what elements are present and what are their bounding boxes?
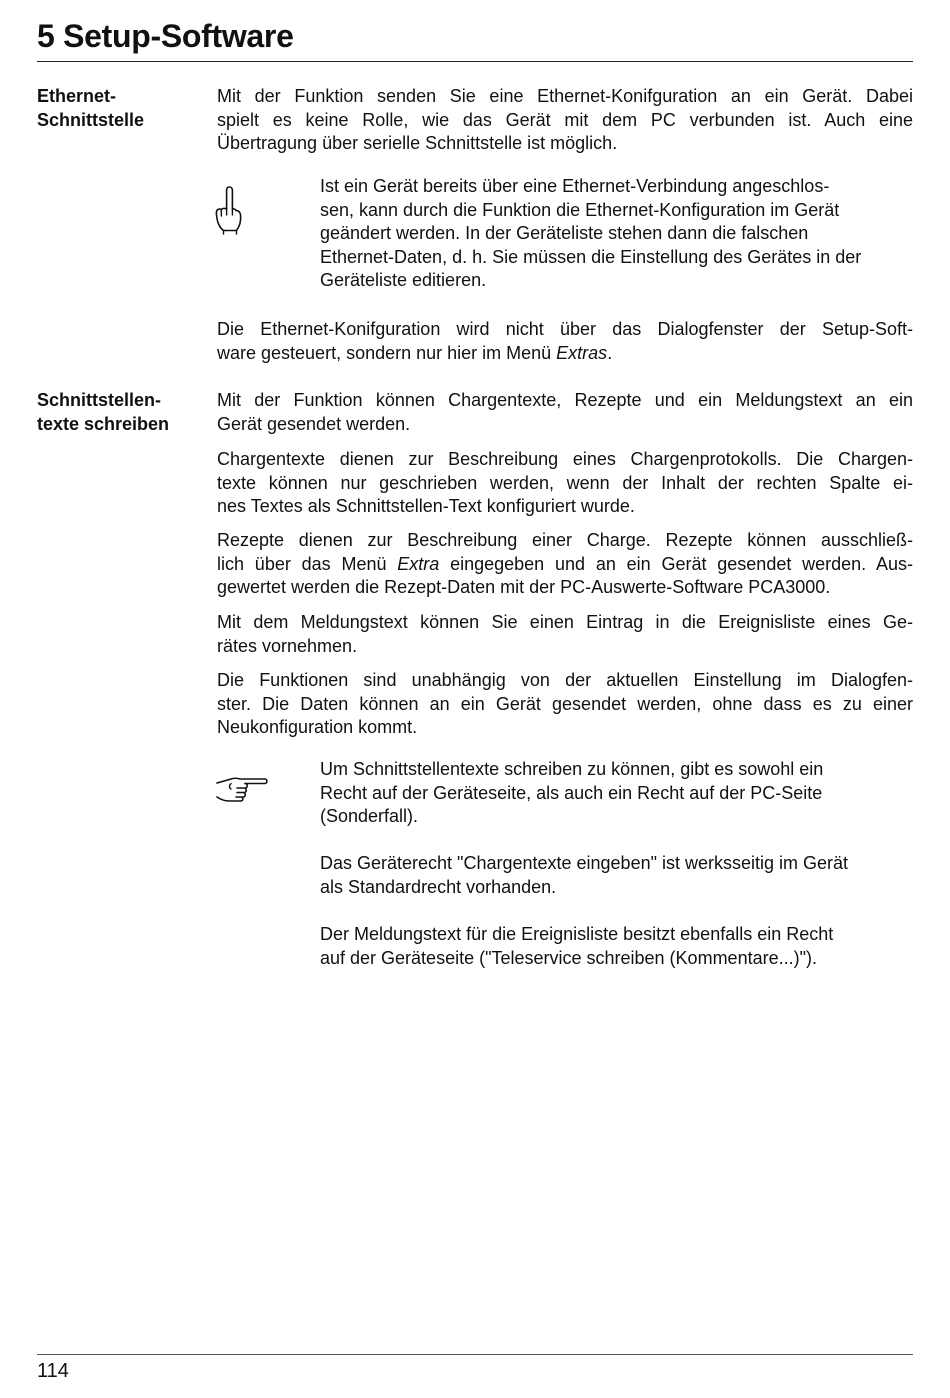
text-line: nes Textes als Schnittstellen-Text konfiguriert wurde. [217,496,635,516]
note-line: Ist ein Gerät bereits über eine Ethernet-Verbindung angeschlos- [320,176,830,196]
note-line: Das Geräterecht "Chargentexte eingeben" ist werksseitig im Gerät [320,853,849,873]
raised-finger-icon [214,184,244,236]
note-line: geändert werden. In der Geräteliste stehen dann die falschen [320,223,809,243]
note-line: Ethernet-Daten, d. h. Sie müssen die Einstellung des Gerätes in der [320,246,862,267]
note-line: sen, kann durch die Funktion die Ethernet-Konfiguration im Gerät [320,199,840,220]
ethernet-outro-paragraph [217,318,913,365]
page-number: 114 [37,1360,69,1382]
text-line: Die Funktionen sind unabhängig von der aktuellen Einstellung im Dialogfen- [217,670,913,690]
text-line: Chargentexte dienen zur Beschreibung eines Chargenprotokolls. Die Chargen- [217,449,913,469]
text-line: Mit dem Meldungstext können Sie einen Eintrag in die Ereignisliste eines Ge- [217,612,913,632]
text-line: ster. Die Daten können an ein Gerät gesendet werden, ohne dass es zu einer [217,693,913,714]
interface-texts-hint-2 [320,852,913,899]
text-line: Die Ethernet-Konifguration wird nicht über das Dialogfenster der Setup-Soft- [217,319,913,339]
section-label-interface-texts [37,389,207,436]
text-line: spielt es keine Rolle, wie das Gerät mit dem PC verbunden ist. Auch eine [217,109,913,130]
interface-texts-hint-1 [320,758,913,829]
text-line: gewertet werden die Rezept-Daten mit der PC-Auswerte-Software PCA3000. [217,577,831,597]
text-line: Neukonfiguration kommt. [217,717,418,737]
text-line: Gerät gesendet werden. [217,413,411,434]
ethernet-intro-paragraph [217,85,913,156]
menu-name-extra: Extra [397,553,440,574]
label-line: Schnittstelle [37,109,145,130]
text-line: ware gesteuert, sondern nur hier im Menü Extras. [217,342,613,363]
label-line: texte schreiben [37,413,170,434]
interface-texts-paragraph-3 [217,529,913,600]
text-line: Übertragung über serielle Schnittstelle ist möglich. [217,133,618,153]
note-line: Der Meldungstext für die Ereignisliste besitzt ebenfalls ein Recht [320,924,834,944]
interface-texts-hint-3 [320,923,913,970]
text-line: Rezepte dienen zur Beschreibung einer Charge. Rezepte können ausschließ- [217,530,913,550]
menu-name-extras: Extras [556,342,608,363]
ethernet-warning-note [320,175,913,293]
pointing-hand-icon [215,774,269,804]
label-line: Schnittstellen- [37,390,162,410]
note-line: Um Schnittstellentexte schreiben zu können, gibt es sowohl ein [320,759,824,779]
note-line: (Sonderfall). [320,806,419,826]
text-line: Mit der Funktion können Chargentexte, Rezepte und ein Meldungstext an ein [217,390,913,410]
label-line: Ethernet- [37,86,117,106]
interface-texts-paragraph-5 [217,669,913,740]
note-line: Recht auf der Geräteseite, als auch ein Recht auf der PC-Seite [320,782,823,803]
footer-divider [37,1354,913,1355]
interface-texts-paragraph-4 [217,611,913,658]
note-line: als Standardrecht vorhanden. [320,876,557,897]
text-line: rätes vornehmen. [217,635,358,656]
text-line: lich über das Menü Extra eingegeben und an ein Gerät gesendet werden. Aus- [217,553,913,574]
section-label-ethernet [37,85,207,132]
title-divider [37,61,913,62]
interface-texts-paragraph-2 [217,448,913,519]
note-line: auf der Geräteseite ("Teleservice schreiben (Kommentare...)"). [320,947,817,968]
text-line: texte können nur geschrieben werden, wenn der Inhalt der rechten Spalte ei- [217,472,913,493]
interface-texts-paragraph-1 [217,389,913,436]
page-title: 5 Setup-Software [37,18,294,54]
note-line: Geräteliste editieren. [320,270,487,290]
text-line: Mit der Funktion senden Sie eine Ethernet-Konifguration an ein Gerät. Dabei [217,86,913,106]
